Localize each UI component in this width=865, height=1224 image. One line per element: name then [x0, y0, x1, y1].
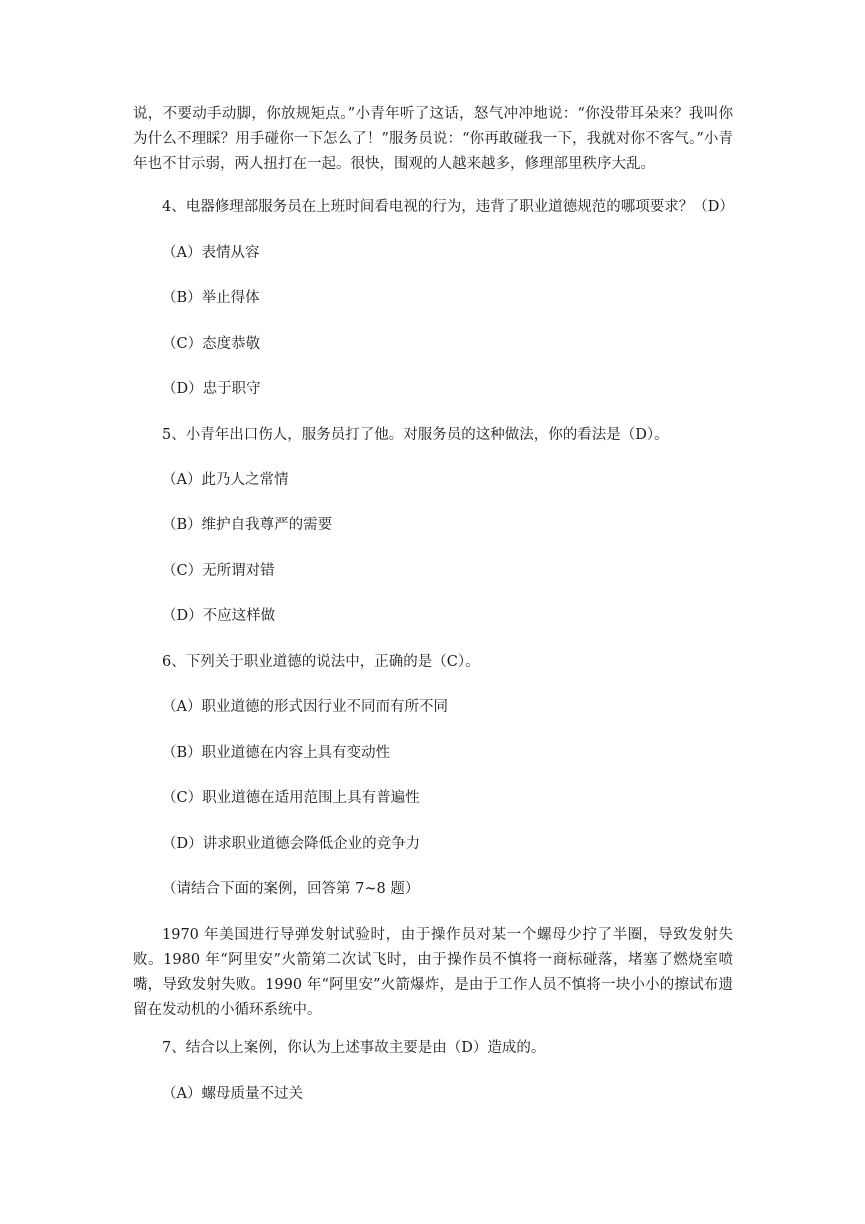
question-6-option-a: （A）职业道德的形式因行业不同而有所不同: [162, 699, 448, 715]
question-4-option-a: （A）表情从容: [162, 245, 260, 261]
question-6: 6、下列关于职业道德的说法中，正确的是（C）。: [162, 654, 480, 670]
question-5-option-a: （A）此乃人之常情: [162, 472, 289, 488]
question-6-option-c: （C）职业道德在适用范围上具有普遍性: [162, 790, 420, 806]
question-7-option-a: （A）螺母质量不过关: [162, 1086, 303, 1102]
question-5-option-b: （B）维护自我尊严的需要: [162, 517, 333, 533]
question-6-option-b: （B）职业道德在内容上具有变动性: [162, 745, 391, 761]
question-7: 7、结合以上案例，你认为上述事故主要是由（D）造成的。: [162, 1040, 546, 1056]
question-5-option-c: （C）无所谓对错: [162, 563, 275, 579]
question-5: 5、小青年出口伤人，服务员打了他。对服务员的这种做法，你的看法是（D）。: [162, 427, 669, 443]
question-4-option-d: （D）忠于职守: [162, 381, 261, 397]
intro-paragraph: 说，不要动手动脚，你放规矩点。”小青年听了这话，怒气冲冲地说：“你没带耳朵来？我叫你为什么不理睬？用手碰你一下怎么了！”服务员说：“你再敢碰我一下，我就对你不客气。”小青年也不甘示弱，两人扭打在一起。很快，围观的人越来越多，修理部里秩序大乱。: [133, 106, 733, 172]
case-note: （请结合下面的案例，回答第 7~8 题）: [162, 881, 420, 897]
case-paragraph: 1970 年美国进行导弹发射试验时，由于操作员对某一个螺母少拧了半圈，导致发射失败。1980 年“阿里安”火箭第二次试飞时，由于操作员不慎将一商标碰落，堵塞了燃烧室喷嘴，导致发射失败。1990 年“阿里安”火箭爆炸，是由于工作人员不慎将一块小小的擦试布遗留在发动机的小循环系统中。: [133, 927, 733, 1018]
question-6-option-d: （D）讲求职业道德会降低企业的竞争力: [162, 836, 421, 852]
question-4-option-b: （B）举止得体: [162, 290, 260, 306]
question-4-option-c: （C）态度恭敬: [162, 336, 261, 352]
question-4: 4、电器修理部服务员在上班时间看电视的行为，违背了职业道德规范的哪项要求？（D）: [162, 199, 734, 215]
question-5-option-d: （D）不应这样做: [162, 608, 276, 624]
